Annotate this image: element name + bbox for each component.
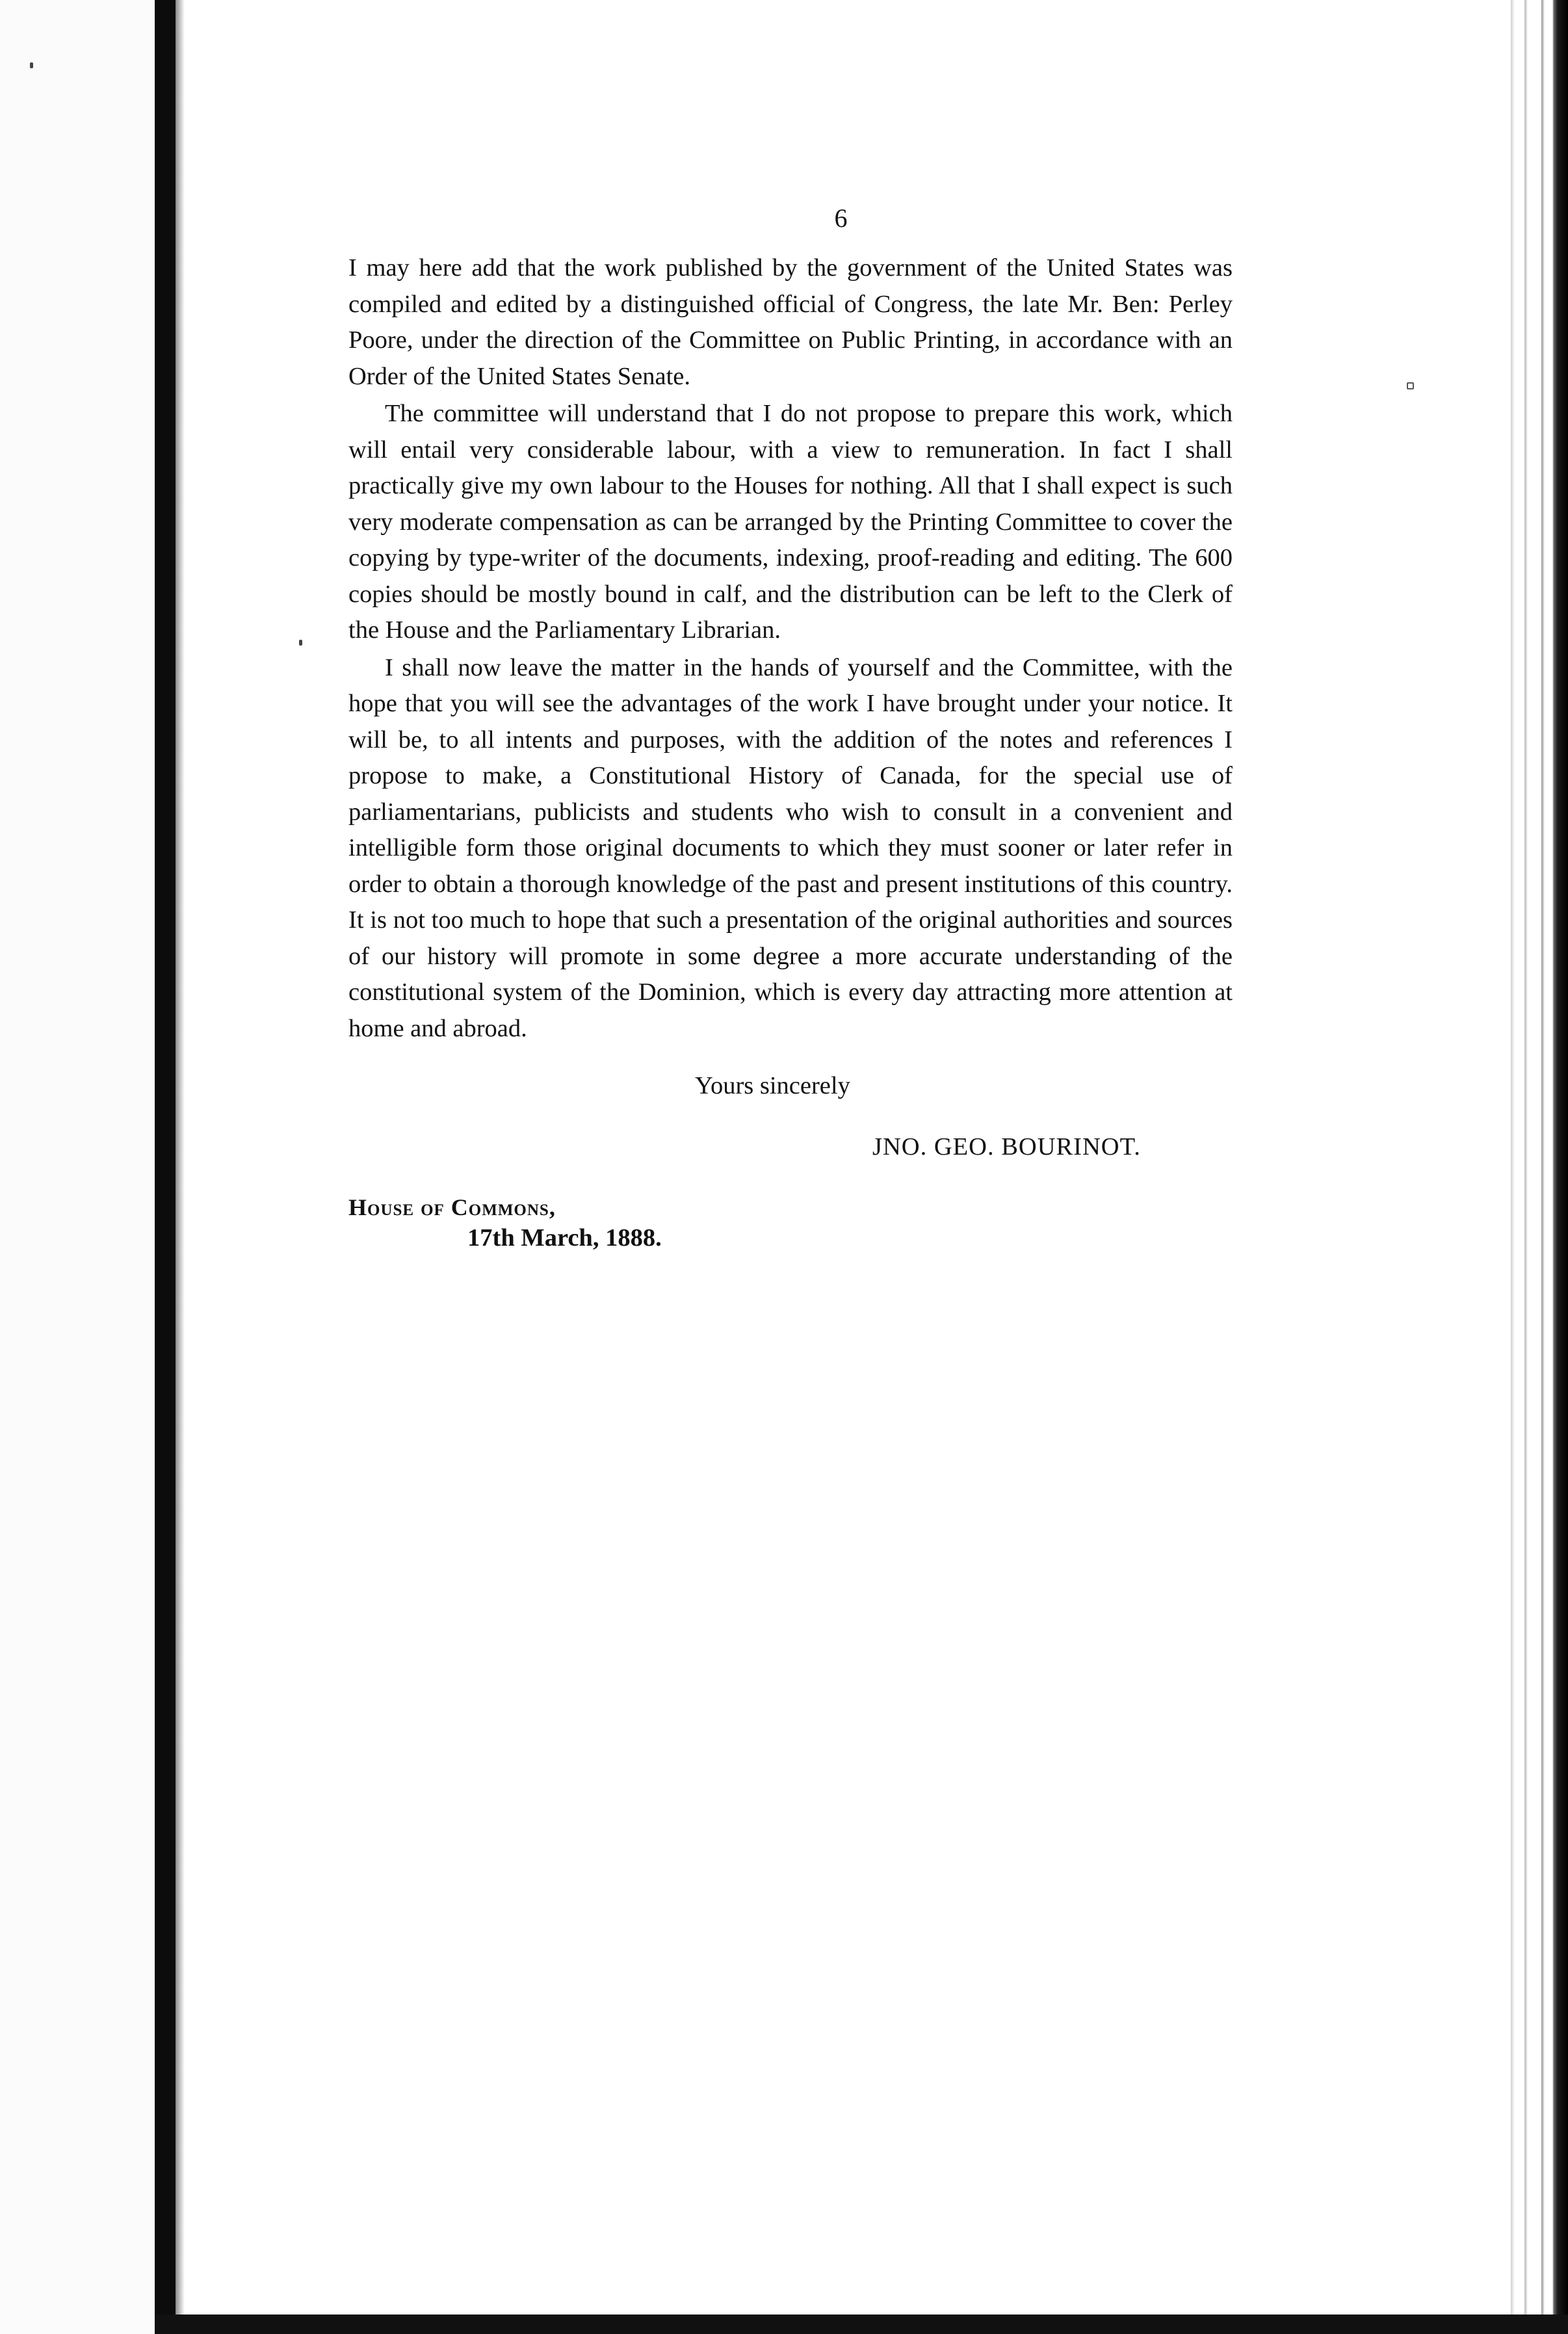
letter-date: 17th March, 1888. <box>467 1224 662 1252</box>
scan-speck <box>1407 382 1414 389</box>
closing-salutation: Yours sincerely <box>695 1072 850 1099</box>
scan-speck <box>299 640 302 646</box>
paragraph-3: I shall now leave the matter in the hands of yourself and the Committee, with the hope that you will see the advantages of the work I have brought under your notice. It will be, to all intents and purposes, with the addition of the notes and references I propose to make, a Constitutional History of Canada, for the special use of parliamentarians, publicists and students who wish to consult in a convenient and intelligible form those original documents to which they must sooner or later refer in order to obtain a thorough knowledge of the past and present institutions of this country. It is not too much to hope that such a presentation of the original authorities and sources of our history will promote in some degree a more accurate understanding of the constitutional system of the Dominion, which is every day attracting more attention at home and abroad. <box>348 653 1233 1042</box>
scan-bottom-border <box>155 2314 1568 2334</box>
page-number: 6 <box>834 203 848 233</box>
gutter-shadow <box>176 0 185 2334</box>
scan-speck <box>30 62 33 68</box>
facing-page-edge <box>0 0 155 2334</box>
letter-page <box>348 203 1233 1252</box>
page-stack-edge <box>1511 0 1568 2334</box>
binding-gutter <box>155 0 176 2334</box>
signature: JNO. GEO. BOURINOT. <box>872 1133 1141 1160</box>
paragraph-1: I may here add that the work published by the government of the United States was compiled and edited by a distinguished official of Congress, the late Mr. Ben: Perley Poore, under the direction of the Committee on Public Printing, in accordance with an Order of the United States Senate. <box>348 254 1233 390</box>
paragraph-2: The committee will understand that I do not propose to prepare this work, which will entail very considerable labour, with a view to remuneration. In fact I shall practically give my own labour to the Houses for nothing. All that I shall expect is such very moderate compensation as can be arranged by the Printing Committee to cover the copying by type-writer of the documents, indexing, proof-reading and editing. The 600 copies should be mostly bound in calf, and the distribution can be left to the Clerk of the House and the Parliamentary Librarian. <box>348 400 1233 644</box>
sender-location: House of Commons, <box>348 1194 556 1220</box>
